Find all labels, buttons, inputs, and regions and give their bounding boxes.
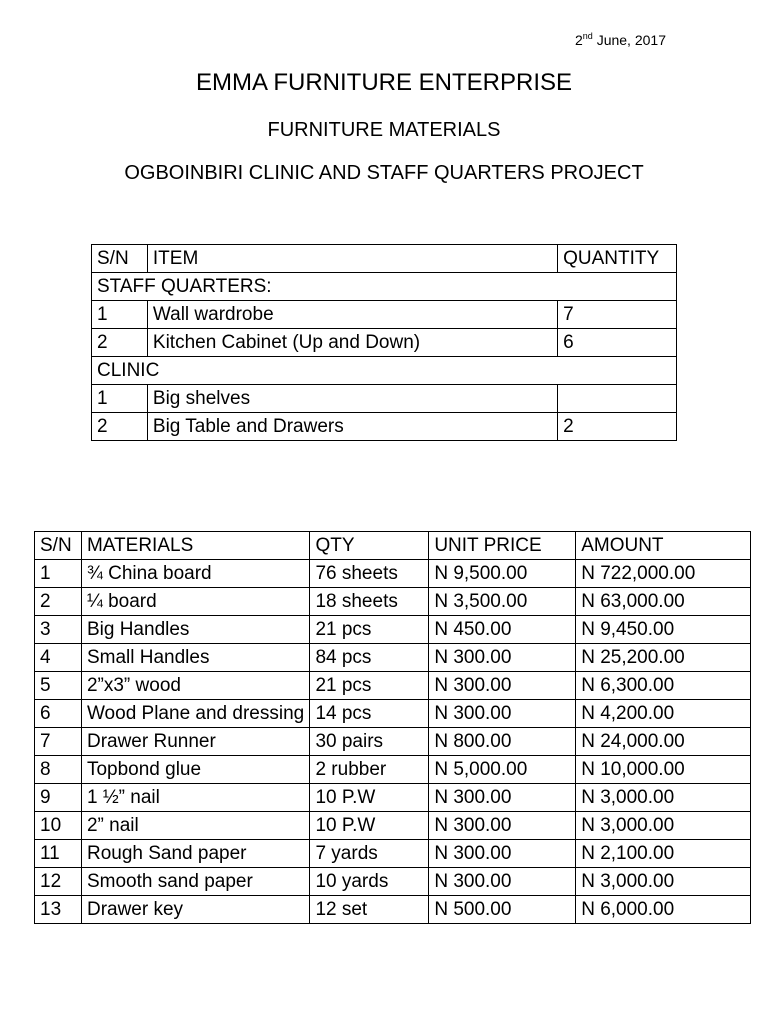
item-name: Big shelves	[147, 385, 557, 413]
material-qty: 10 P.W	[310, 784, 429, 812]
material-sn: 4	[35, 644, 82, 672]
material-sn: 8	[35, 756, 82, 784]
material-sn: 10	[35, 812, 82, 840]
section-row	[92, 357, 677, 385]
table-row	[35, 644, 751, 672]
material-unit-price: N 300.00	[429, 868, 576, 896]
items-header-row	[92, 245, 677, 273]
material-unit-price: N 450.00	[429, 616, 576, 644]
material-name: Topbond glue	[81, 756, 309, 784]
materials-header-qty: QTY	[310, 532, 429, 560]
items-header-sn: S/N	[92, 245, 148, 273]
table-row	[35, 728, 751, 756]
material-sn: 1	[35, 560, 82, 588]
material-name: ¼ board	[81, 588, 309, 616]
table-row	[35, 812, 751, 840]
material-sn: 7	[35, 728, 82, 756]
material-unit-price: N 3,500.00	[429, 588, 576, 616]
material-amount: N 3,000.00	[576, 868, 751, 896]
materials-header-row	[35, 532, 751, 560]
material-amount: N 9,450.00	[576, 616, 751, 644]
material-name: ¾ China board	[81, 560, 309, 588]
materials-header-amount: AMOUNT	[576, 532, 751, 560]
material-name: Big Handles	[81, 616, 309, 644]
material-unit-price: N 300.00	[429, 784, 576, 812]
material-unit-price: N 800.00	[429, 728, 576, 756]
material-sn: 11	[35, 840, 82, 868]
table-row	[35, 756, 751, 784]
material-qty: 2 rubber	[310, 756, 429, 784]
item-name: Kitchen Cabinet (Up and Down)	[147, 329, 557, 357]
material-name: Drawer Runner	[81, 728, 309, 756]
material-name: Wood Plane and dressing	[81, 700, 309, 728]
material-qty: 12 set	[310, 896, 429, 924]
item-quantity: 6	[558, 329, 677, 357]
table-row	[92, 329, 677, 357]
item-name: Big Table and Drawers	[147, 413, 557, 441]
table-row	[35, 588, 751, 616]
section-title-clinic: CLINIC	[92, 357, 677, 385]
material-qty: 21 pcs	[310, 672, 429, 700]
material-amount: N 2,100.00	[576, 840, 751, 868]
material-amount: N 25,200.00	[576, 644, 751, 672]
material-qty: 14 pcs	[310, 700, 429, 728]
material-unit-price: N 500.00	[429, 896, 576, 924]
material-amount: N 6,000.00	[576, 896, 751, 924]
section-row	[92, 273, 677, 301]
date-suffix: nd	[582, 31, 593, 41]
material-qty: 21 pcs	[310, 616, 429, 644]
material-amount: N 4,200.00	[576, 700, 751, 728]
material-sn: 9	[35, 784, 82, 812]
material-name: 2” nail	[81, 812, 309, 840]
material-unit-price: N 300.00	[429, 812, 576, 840]
document-subtitle: FURNITURE MATERIALS	[267, 119, 501, 141]
item-sn: 1	[92, 301, 148, 329]
item-sn: 1	[92, 385, 148, 413]
table-row	[35, 616, 751, 644]
material-amount: N 6,300.00	[576, 672, 751, 700]
date-day: 2	[575, 32, 583, 48]
material-sn: 3	[35, 616, 82, 644]
material-unit-price: N 300.00	[429, 672, 576, 700]
table-row	[35, 868, 751, 896]
table-row	[92, 413, 677, 441]
project-title: OGBOINBIRI CLINIC AND STAFF QUARTERS PROJECT	[124, 162, 644, 184]
material-name: Rough Sand paper	[81, 840, 309, 868]
table-row	[92, 385, 677, 413]
item-quantity: 2	[558, 413, 677, 441]
material-qty: 84 pcs	[310, 644, 429, 672]
table-row	[35, 700, 751, 728]
material-name: 1 ½” nail	[81, 784, 309, 812]
table-row	[92, 301, 677, 329]
document-date	[575, 32, 666, 48]
material-unit-price: N 300.00	[429, 644, 576, 672]
material-name: Smooth sand paper	[81, 868, 309, 896]
material-amount: N 63,000.00	[576, 588, 751, 616]
table-row	[35, 672, 751, 700]
section-title-staff-quarters: STAFF QUARTERS:	[92, 273, 677, 301]
material-sn: 6	[35, 700, 82, 728]
material-qty: 76 sheets	[310, 560, 429, 588]
item-sn: 2	[92, 413, 148, 441]
material-sn: 5	[35, 672, 82, 700]
table-row	[35, 896, 751, 924]
material-sn: 13	[35, 896, 82, 924]
material-sn: 2	[35, 588, 82, 616]
items-header-item: ITEM	[147, 245, 557, 273]
table-row	[35, 840, 751, 868]
materials-table	[34, 531, 751, 924]
materials-header-unit-price: UNIT PRICE	[429, 532, 576, 560]
item-name: Wall wardrobe	[147, 301, 557, 329]
item-quantity: 7	[558, 301, 677, 329]
date-rest: June, 2017	[592, 32, 666, 48]
item-quantity	[558, 385, 677, 413]
company-name: EMMA FURNITURE ENTERPRISE	[195, 69, 573, 96]
material-sn: 12	[35, 868, 82, 896]
material-name: Drawer key	[81, 896, 309, 924]
items-table	[91, 244, 677, 441]
materials-header-materials: MATERIALS	[81, 532, 309, 560]
table-row	[35, 560, 751, 588]
item-sn: 2	[92, 329, 148, 357]
material-unit-price: N 9,500.00	[429, 560, 576, 588]
material-amount: N 10,000.00	[576, 756, 751, 784]
material-qty: 10 yards	[310, 868, 429, 896]
material-amount: N 722,000.00	[576, 560, 751, 588]
material-name: 2”x3” wood	[81, 672, 309, 700]
table-row	[35, 784, 751, 812]
materials-header-sn: S/N	[35, 532, 82, 560]
material-amount: N 3,000.00	[576, 784, 751, 812]
material-unit-price: N 300.00	[429, 700, 576, 728]
material-amount: N 24,000.00	[576, 728, 751, 756]
material-amount: N 3,000.00	[576, 812, 751, 840]
material-name: Small Handles	[81, 644, 309, 672]
items-header-quantity: QUANTITY	[558, 245, 677, 273]
material-qty: 7 yards	[310, 840, 429, 868]
material-unit-price: N 5,000.00	[429, 756, 576, 784]
material-qty: 30 pairs	[310, 728, 429, 756]
material-unit-price: N 300.00	[429, 840, 576, 868]
material-qty: 10 P.W	[310, 812, 429, 840]
material-qty: 18 sheets	[310, 588, 429, 616]
